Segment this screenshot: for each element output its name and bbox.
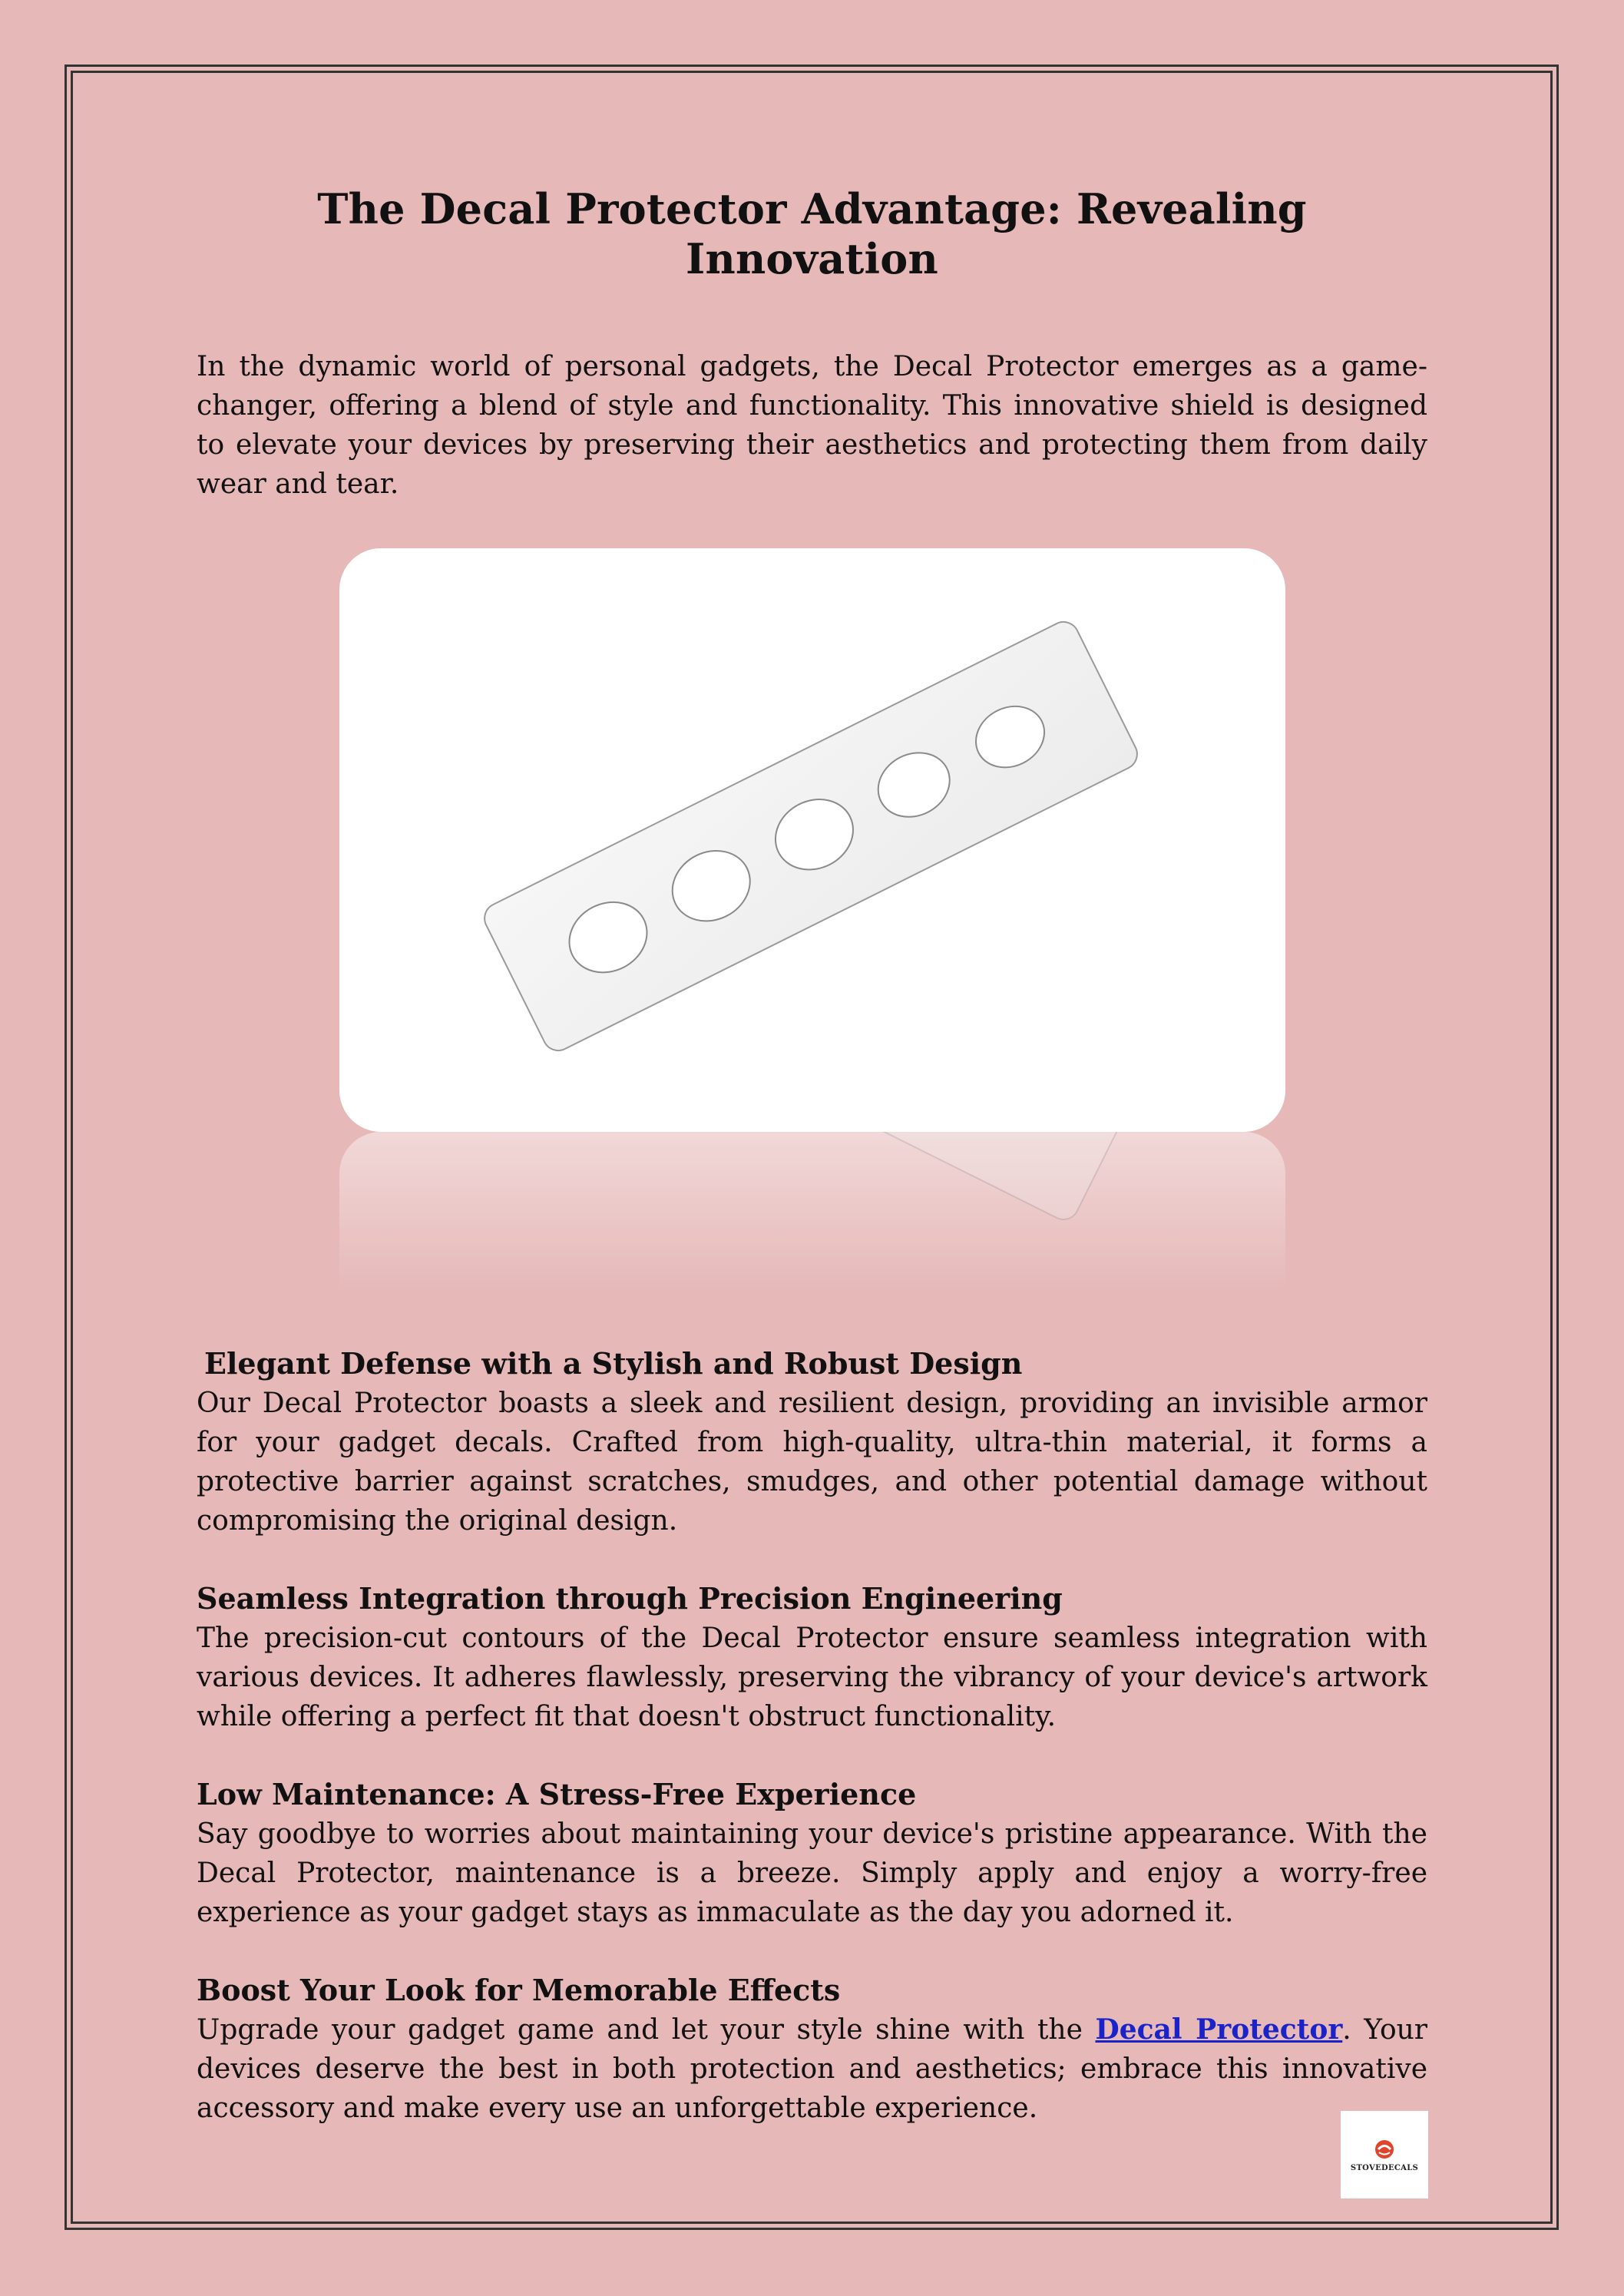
- section-heading: Boost Your Look for Memorable Effects: [197, 1972, 841, 2007]
- section-body: The precision-cut contours of the Decal Protector ensure seamless integration with various devices. It adheres flawlessly, preserving the vibrancy of your device's artwork while offering a perfect fit that doesn't obstruct functionality.: [197, 1622, 1427, 1732]
- product-image-reflection: [339, 1132, 1285, 1293]
- product-image: [339, 548, 1285, 1132]
- section-low-maintenance: [197, 1775, 1427, 1932]
- intro-paragraph: In the dynamic world of personal gadgets, the Decal Protector emerges as a game-changer, offering a blend of style and functionality. This innovative shield is designed to elevate your devices by preserving their aesthetics and protecting them from daily wear and tear.: [197, 350, 1427, 500]
- section-body: Say goodbye to worries about maintaining your device's pristine appearance. With the Decal Protector, maintenance is a breeze. Simply apply and enjoy a worry-free experience as your gadget stays as immaculate as the day you adorned it.: [197, 1818, 1427, 1928]
- document-title: The Decal Protector Advantage: Revealing Innovation: [317, 184, 1307, 283]
- section-boost-your-look: [197, 1970, 1427, 2128]
- section-seamless-integration: [197, 1579, 1427, 1736]
- section-heading: Low Maintenance: A Stress-Free Experience: [197, 1776, 917, 1811]
- section-body: [197, 2010, 1427, 2128]
- stovedecals-logo-icon: [1371, 2138, 1397, 2161]
- section-elegant-defense: [197, 1344, 1427, 1540]
- decal-protector-illustration: [339, 548, 1285, 1132]
- section-heading: Seamless Integration through Precision Engineering: [197, 1580, 1063, 1616]
- body-text-after-link: . Your devices deserve the best in both protection and aesthetics; embrace this innovative accessory and make every use an unforgettable experience.: [197, 2013, 1428, 2124]
- body-text-before-link: Upgrade your gadget game and let your style shine with the: [197, 2013, 1096, 2046]
- logo-text: STOVEDECALS: [1350, 2163, 1419, 2172]
- section-heading: Elegant Defense with a Stylish and Robust Design: [204, 1345, 1023, 1381]
- decal-protector-link[interactable]: Decal Protector: [1095, 2013, 1343, 2046]
- document-content: [197, 184, 1427, 2128]
- section-body: Our Decal Protector boasts a sleek and resilient design, providing an invisible armor for your gadget decals. Crafted from high-quality, ultra-thin material, it forms a protective barrier against scratches, smudges, and other potential damage without compromising the original design.: [197, 1387, 1427, 1537]
- stovedecals-logo: [1341, 2111, 1428, 2198]
